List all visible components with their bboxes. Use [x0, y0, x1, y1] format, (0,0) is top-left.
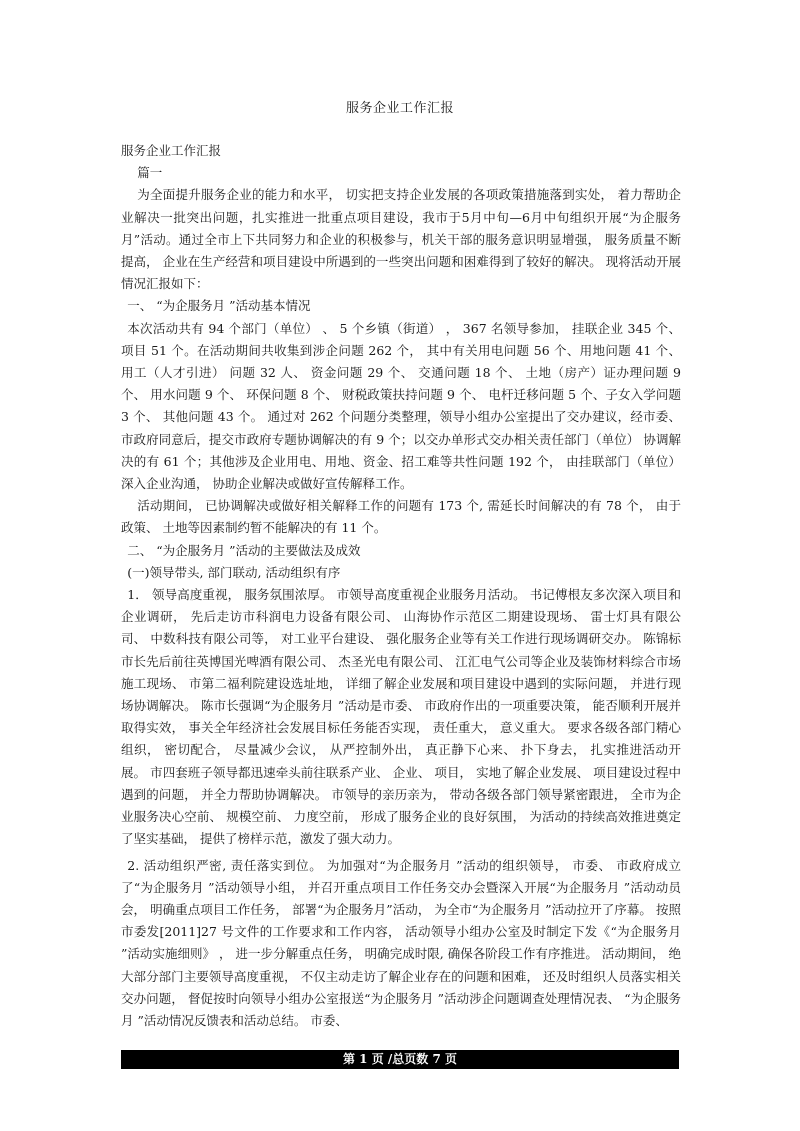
paragraph: 2. 活动组织严密, 责任落实到位。 为加强对“为企服务月 ”活动的组织领导， 市委、 市政府成立了“为企服务月 ”活动领导小组， 并召开重点项目工作任务交办会暨深入开展“为企服务月 ”活动动员会， 明确重点项目工作任务， 部署“为企服务月”活动， 为全市“为企服务月 ”活动拉开了序幕。 按照市委发[2011]27 号文件的工作要求和工作内容， 活动领导小组办公室及时制定下发《“为企服务月 ”活动实施细则》 ， 进一步分解重点任务， 明确完成时限, 确保各阶段工作有序推进。 活动期间， 绝大部分部门主要领导高度重视， 不仅主动走访了解企业存在的问题和困难， 还及时组织人员落实相关交办问题， 督促按时向领导小组办公室报送“为企服务月 ”活动涉企问题调查处理情况表、 “为企服务月 ”活动情况反馈表和活动总结。 市委、	[121, 857, 681, 1028]
page-footer	[121, 1050, 679, 1069]
paragraph: 篇一	[137, 165, 163, 181]
subsection-heading: (一)领导带头, 部门联动, 活动组织有序	[127, 564, 341, 580]
document-body	[121, 140, 681, 1032]
paragraph: 本次活动共有 94 个部门（单位） 、 5 个乡镇（街道） ， 367 名领导参加， 挂联企业 345 个、 项目 51 个。在活动期间共收集到涉企问题 262 个， 其中有关用电问题 56 个、用地问题 41 个、 用工（人才引进） 问题 32 人、 资金问题 29 个、 交通问题 18 个、 土地（房产）证办理问题 9 个、 用水问题 9 个、 环保问题 8 个、 财税政策扶持问题 9 个、 电杆迁移问题 5 个、子女入学问题 3 个、 其他问题 43 个。 通过对 262 个问题分类整理，领导小组办公室提出了交办建议，经市委、市政府同意后，提交市政府专题协调解决的有 9 个；以交办单形式交办相关责任部门（单位） 协调解决的有 61 个；其他涉及企业用电、用地、资金、招工难等共性问题 192 个， 由挂联部门（单位） 深入企业沟通， 协助企业解决或做好宣传解释工作。	[121, 320, 681, 492]
section-heading: 二、 “为企服务月 ”活动的主要做法及成效	[127, 542, 361, 558]
section-heading: 一、 “为企服务月 ”活动基本情况	[127, 298, 311, 314]
page-number-label: 第 1 页 /总页数 7 页	[343, 1052, 457, 1066]
paragraph: 服务企业工作汇报	[121, 143, 222, 158]
paragraph: 活动期间， 已协调解决或做好相关解释工作的问题有 173 个, 需延长时间解决的有 78 个， 由于政策、 土地等因素制约暂不能解决的有 11 个。	[121, 498, 681, 536]
document-title: 服务企业工作汇报	[345, 101, 454, 116]
paragraph: 为全面提升服务企业的能力和水平， 切实把支持企业发展的各项政策措施落到实处， 着力帮助企业解决一批突出问题，扎实推进一批重点项目建设，我市于5月中旬—6月中旬组织开展“为企服务月”活动。通过全市上下共同努力和企业的积极参与，机关干部的服务意识明显增强， 服务质量不断提高， 企业在生产经营和项目建设中所遇到的一些突出问题和困难得到了较好的解决。 现将活动开展情况汇报如下：	[121, 187, 681, 292]
paragraph: 1． 领导高度重视， 服务氛围浓厚。 市领导高度重视企业服务月活动。 书记傅根友多次深入项目和企业调研， 先后走访市科润电力设备有限公司、 山海协作示范区二期建设现场、 雷士灯具有限公司、 中数科技有限公司等， 对工业平台建设、 强化服务企业等有关工作进行现场调研交办。 陈锦标市长先后前往英博国光啤酒有限公司、 杰圣光电有限公司、 江汇电气公司等企业及装饰材料综合市场施工现场、 市第二福利院建设选址地， 详细了解企业发展和项目建设中遇到的实际问题， 并进行现场协调解决。 陈市长强调“为企服务月 ”活动是市委、 市政府作出的一项重要决策， 能否顺利开展并取得实效， 事关全年经济社会发展目标任务能否实现， 责任重大， 意义重大。 要求各级各部门精心组织， 密切配合， 尽量减少会议， 从严控制外出， 真正静下心来、 扑下身去， 扎实推进活动开展。 市四套班子领导都迅速牵头前往联系产业、 企业、 项目， 实地了解企业发展、 项目建设过程中遇到的问题， 并全力帮助协调解决。 市领导的亲历亲为， 带动各级各部门领导紧密跟进， 全市为企业服务决心空前、 规模空前、 力度空前， 形成了服务企业的良好氛围， 为活动的持续高效推进奠定了坚实基础， 提供了榜样示范，激发了强大动力。	[121, 587, 681, 847]
